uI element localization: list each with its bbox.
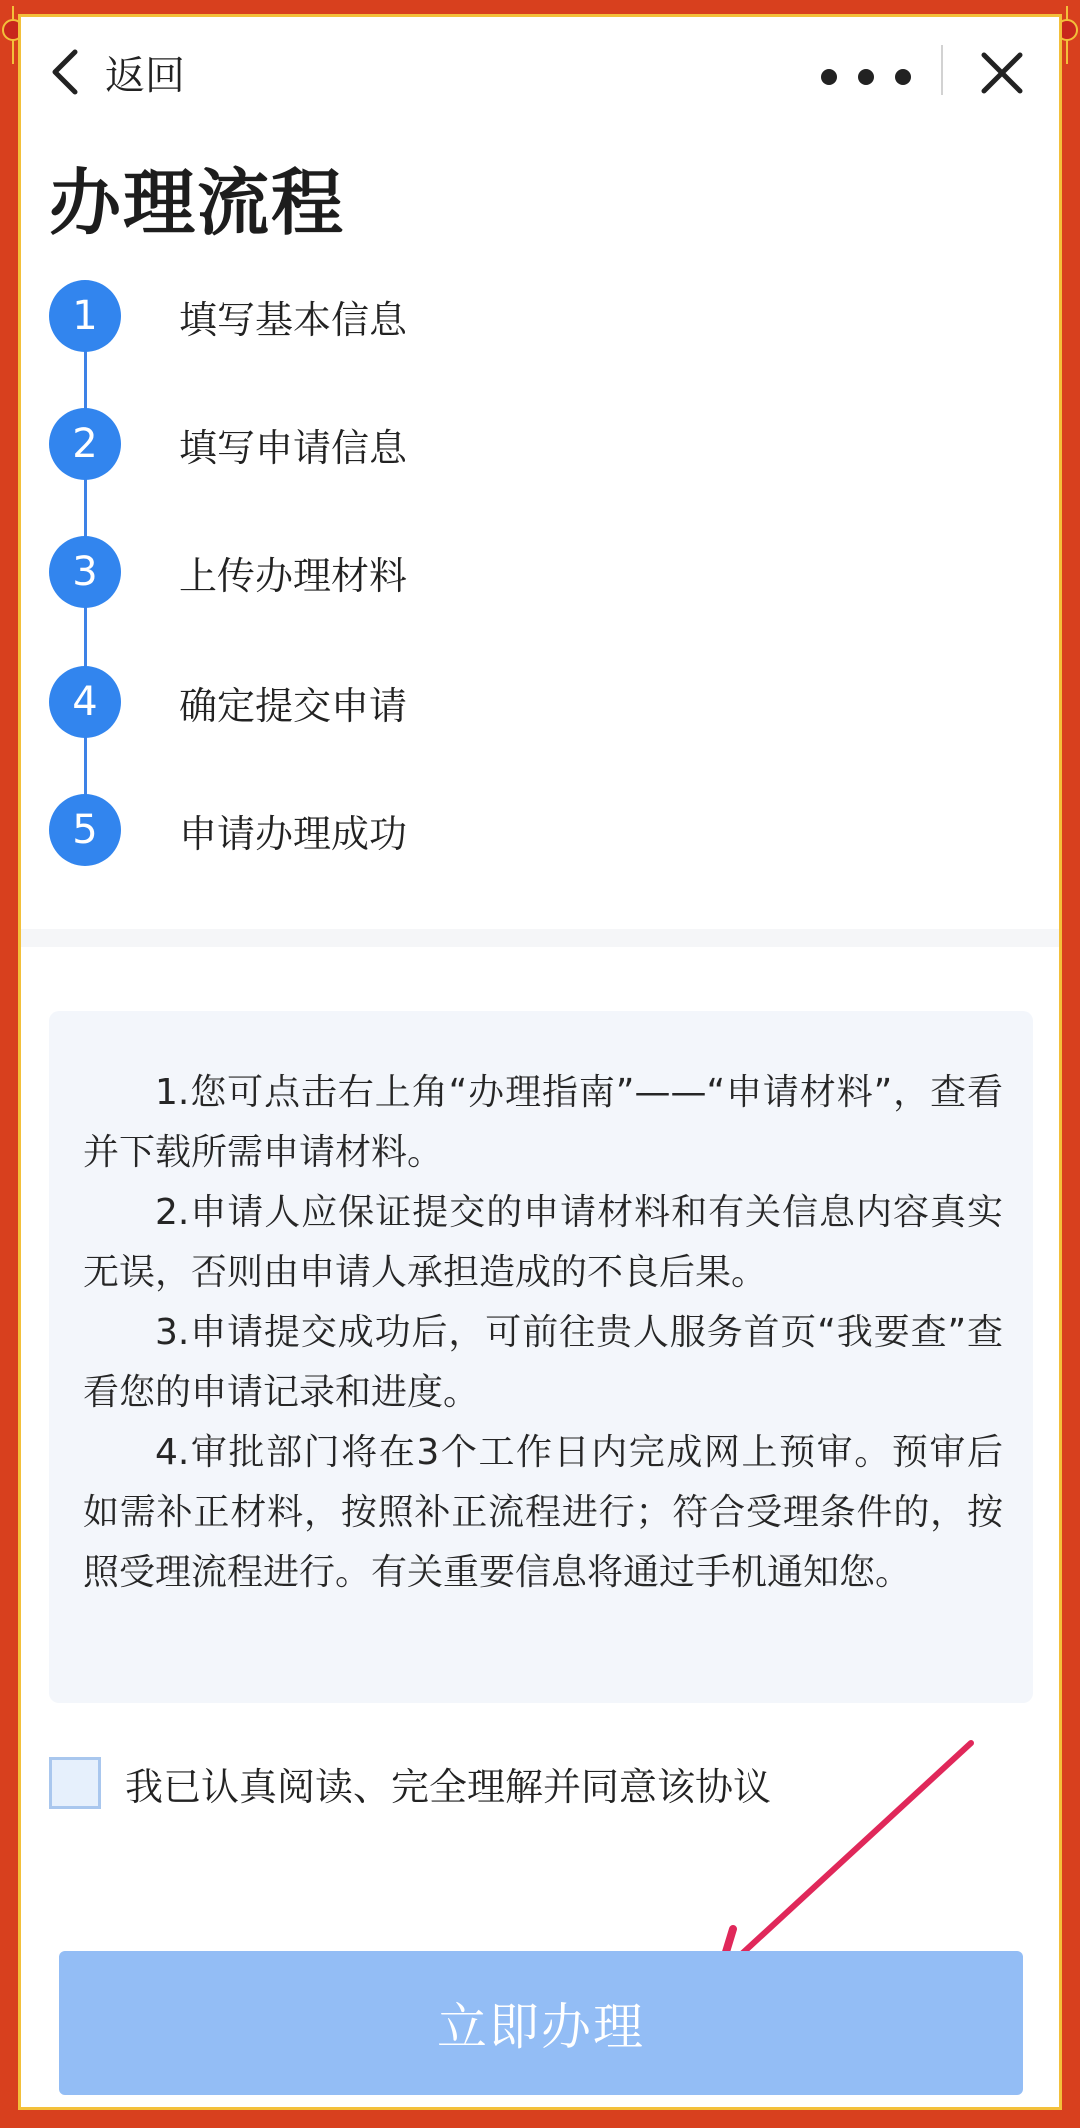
chevron-left-icon [49,48,79,96]
step-item [49,407,407,481]
app-frame [18,14,1062,2110]
header-divider [941,45,943,95]
step-label: 上传办理材料 [179,553,408,598]
step-number-badge: 3 [49,536,121,608]
agreement-label[interactable]: 我已认真阅读、完全理解并同意该协议 [125,1764,772,1809]
notice-paragraph: 3.申请提交成功后，可前往贵人服务首页“我要查”查看您的申请记录和进度。 [83,1312,1003,1413]
agreement-checkbox[interactable] [49,1757,101,1809]
back-button[interactable] [49,37,185,107]
more-horizontal-icon[interactable] [821,47,911,107]
submit-button[interactable]: 立即办理 [59,1951,1023,2095]
back-label: 返回 [105,52,185,99]
step-label: 填写基本信息 [179,297,408,342]
page-title: 办理流程 [49,161,346,245]
notice-paragraph: 4.审批部门将在3个工作日内完成网上预审。预审后如需补正材料，按照补正流程进行；符合受理条件的，按照受理流程进行。有关重要信息将通过手机通知您。 [83,1432,1003,1593]
top-bar [21,17,1059,137]
step-number-badge: 2 [49,408,121,480]
agreement-row [49,1755,771,1811]
step-label: 填写申请信息 [179,425,408,470]
notice-paragraph: 2.申请人应保证提交的申请材料和有关信息内容真实无误，否则由申请人承担造成的不良后果。 [83,1192,1003,1293]
step-number-badge: 5 [49,794,121,866]
notice-paragraph: 1.您可点击右上角“办理指南”——“申请材料”，查看并下载所需申请材料。 [83,1072,1003,1173]
step-label: 确定提交申请 [179,683,408,728]
step-item [49,665,407,739]
step-item [49,535,407,609]
section-divider [21,929,1059,947]
step-number-badge: 1 [49,280,121,352]
step-item [49,279,407,353]
step-item [49,793,407,867]
notice-box [49,1011,1033,1703]
step-number-badge: 4 [49,666,121,738]
step-label: 申请办理成功 [179,811,408,856]
process-steps [21,279,1059,919]
close-icon[interactable] [976,47,1028,99]
